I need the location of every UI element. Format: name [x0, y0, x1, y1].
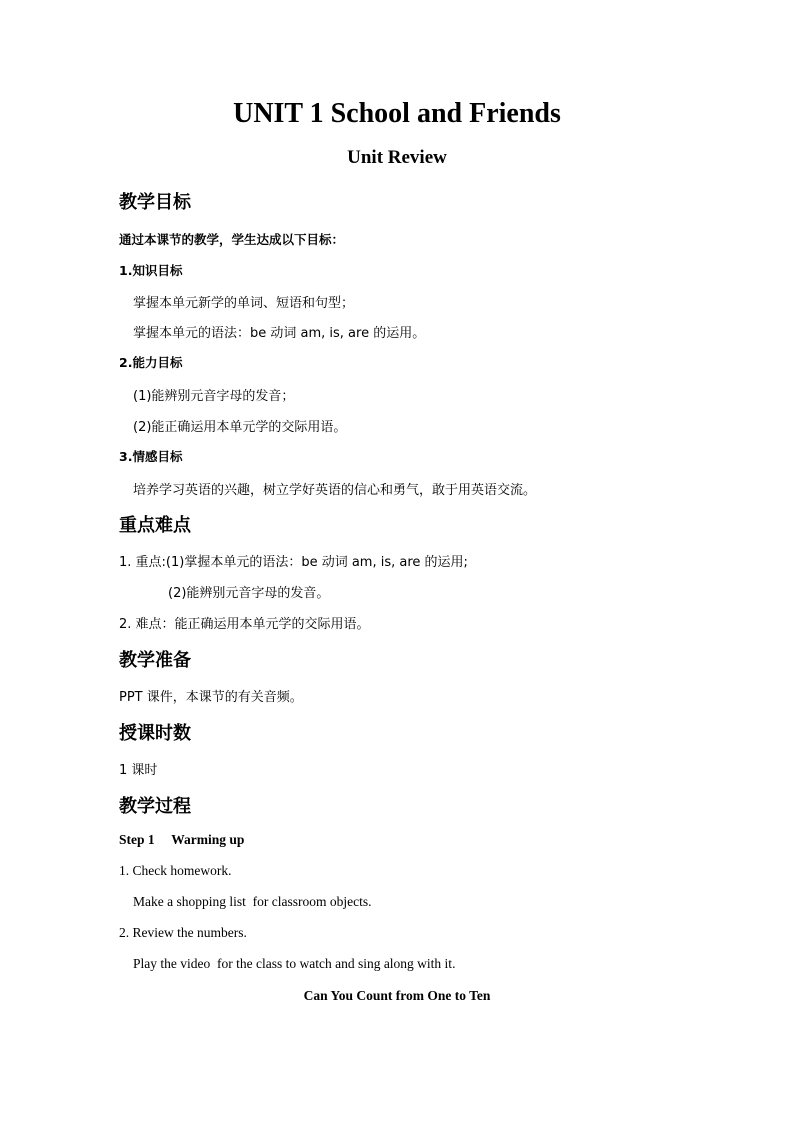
- section-heading-process: 教学过程: [119, 796, 191, 817]
- step-heading: Step 1 Warming up: [119, 832, 245, 847]
- difficulty-line: 2. 难点：能正确运用本单元学的交际用语。: [119, 617, 370, 632]
- emotion-heading: 3.情感目标: [119, 449, 183, 464]
- process-item: 1. Check homework.: [119, 863, 232, 878]
- ability-item: (1)能辨别元音字母的发音；: [133, 389, 295, 404]
- knowledge-heading: 1.知识目标: [119, 263, 183, 278]
- section-heading-hours: 授课时数: [119, 723, 191, 744]
- preparation-text: PPT 课件，本课节的有关音频。: [119, 690, 303, 705]
- key-point-line: (2)能辨别元音字母的发音。: [168, 586, 330, 601]
- key-point-line: 1. 重点:(1)掌握本单元的语法：be 动词 am, is, are 的运用;: [119, 555, 468, 570]
- process-item: 2. Review the numbers.: [119, 925, 247, 940]
- objectives-intro: 通过本课节的教学，学生达成以下目标：: [119, 232, 345, 247]
- knowledge-item: 掌握本单元新学的单词、短语和句型；: [133, 296, 355, 311]
- emotion-item: 培养学习英语的兴趣，树立学好英语的信心和勇气，敢于用英语交流。: [133, 483, 537, 498]
- document-title: UNIT 1 School and Friends: [233, 98, 561, 129]
- song-title: Can You Count from One to Ten: [303, 988, 491, 1003]
- document-subtitle: Unit Review: [347, 147, 447, 168]
- ability-heading: 2.能力目标: [119, 355, 183, 370]
- ability-item: (2)能正确运用本单元学的交际用语。: [133, 420, 347, 435]
- section-heading-key-points: 重点难点: [119, 515, 191, 536]
- section-heading-preparation: 教学准备: [119, 650, 191, 671]
- hours-text: 1 课时: [119, 763, 158, 778]
- process-item-detail: Make a shopping list for classroom objects.: [133, 894, 372, 909]
- knowledge-item: 掌握本单元的语法：be 动词 am, is, are 的运用。: [133, 326, 426, 341]
- process-item-detail: Play the video for the class to watch and sing along with it.: [133, 956, 456, 971]
- section-heading-objectives: 教学目标: [119, 192, 191, 213]
